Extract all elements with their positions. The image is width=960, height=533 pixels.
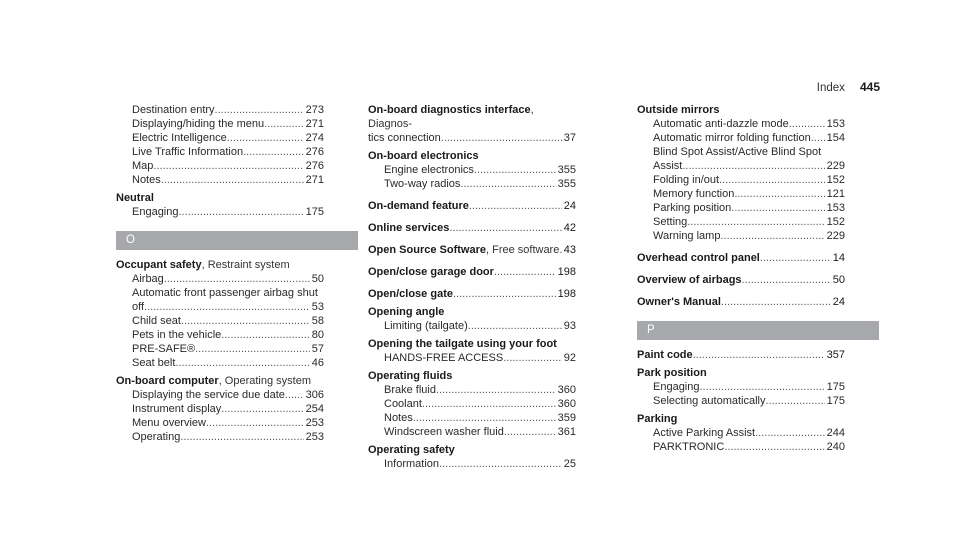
index-subentry (637, 117, 845, 131)
index-subentry (116, 272, 324, 286)
subentry-text: Brake fluid (384, 384, 436, 396)
index-subentry (637, 440, 845, 454)
page-ref: 359 (557, 412, 576, 424)
heading-text: On-board computer (116, 375, 219, 387)
subentry-text: Live Traffic Information (132, 146, 244, 158)
page-ref: 175 (305, 206, 324, 218)
page-ref: 271 (305, 118, 324, 130)
heading-text: On-board diagnostics interface (368, 104, 531, 116)
subentry-text: Seat belt (132, 357, 176, 369)
heading-label (368, 243, 559, 257)
dot-leader (474, 163, 556, 177)
dot-leader (285, 388, 304, 402)
index-heading (116, 191, 324, 205)
index-heading-with-page (637, 295, 845, 309)
index-subentry (637, 201, 845, 215)
subentry-text: Engaging (653, 381, 700, 393)
index-column-3 (637, 103, 845, 454)
heading-text: Open/close gate (368, 288, 453, 300)
subentry-text: Notes (384, 412, 413, 424)
page-ref: 153 (826, 118, 845, 130)
heading-text: On-board electronics (368, 150, 479, 162)
page-ref: 57 (311, 343, 324, 355)
subentry-text: Warning lamp (653, 230, 721, 242)
subentry-text: Automatic mirror folding function (653, 132, 811, 144)
index-subentry (116, 103, 324, 117)
page-ref: 244 (826, 427, 845, 439)
subentry-text: HANDS-FREE ACCESS (384, 352, 504, 364)
dot-leader (693, 348, 825, 362)
subentry-text: Destination entry (132, 104, 215, 116)
subentry-text: Setting (653, 216, 688, 228)
index-heading-with-page (368, 221, 576, 235)
heading-text: Paint code (637, 349, 693, 361)
page-ref: 154 (826, 132, 845, 144)
subentry-text: Active Parking Assist (653, 427, 756, 439)
subentry-text: Child seat (132, 315, 181, 327)
subentry-text: Folding in/out (653, 174, 720, 186)
index-heading (368, 305, 576, 319)
dot-leader (766, 394, 825, 408)
index-subentry (368, 411, 576, 425)
page-ref: 229 (826, 160, 845, 172)
page-ref: 46 (311, 357, 324, 369)
subentry-text: Assist (653, 160, 683, 172)
subentry-text: Memory function (653, 188, 735, 200)
page-ref: 50 (311, 273, 324, 285)
dot-leader (181, 314, 310, 328)
subentry-text: Automatic front passenger airbag shut (132, 287, 318, 299)
dot-leader (503, 351, 562, 365)
subentry-text: Electric Intelligence (132, 132, 227, 144)
heading-text: Owner's Manual (637, 296, 721, 308)
dot-leader (494, 265, 556, 279)
page-ref: 175 (826, 395, 845, 407)
dot-leader (206, 416, 304, 430)
dot-leader (734, 187, 824, 201)
page-ref: 153 (826, 202, 845, 214)
subentry-text: Engaging (132, 206, 179, 218)
subentry-text: Coolant (384, 398, 422, 410)
dot-leader (221, 402, 303, 416)
heading-label (368, 199, 469, 213)
index-subentry (116, 314, 324, 328)
page-ref: 37 (563, 132, 576, 144)
dot-leader (221, 328, 309, 342)
section-letter-bar (637, 321, 879, 340)
subentry-text: Displaying the service due date (132, 389, 285, 401)
index-subentry (368, 131, 576, 145)
index-column-1 (116, 103, 324, 444)
dot-leader (264, 117, 304, 131)
index-subentry-wrap (116, 286, 324, 300)
dot-leader (227, 131, 304, 145)
page-ref: 357 (826, 349, 845, 361)
dot-leader (449, 221, 561, 235)
dot-leader (468, 319, 562, 333)
subentry-text: Map (132, 160, 154, 172)
page-ref: 121 (826, 188, 845, 200)
page-ref: 360 (557, 384, 576, 396)
index-heading (637, 366, 845, 380)
dot-leader (682, 159, 824, 173)
subentry-text: Displaying/hiding the menu (132, 118, 265, 130)
page-header (700, 80, 880, 94)
index-subentry (116, 388, 324, 402)
index-subentry (637, 426, 845, 440)
index-heading (116, 258, 324, 272)
dot-leader (453, 287, 556, 301)
dot-leader (180, 430, 303, 444)
index-heading-with-page (368, 265, 576, 279)
index-subentry (116, 416, 324, 430)
index-subentry (116, 145, 324, 159)
index-subentry (116, 205, 324, 219)
dot-leader (687, 215, 824, 229)
index-subentry (368, 351, 576, 365)
dot-leader (721, 295, 831, 309)
index-heading (637, 103, 845, 117)
dot-leader (469, 199, 562, 213)
page-ref: 271 (305, 174, 324, 186)
heading-label (637, 348, 693, 362)
dot-leader (460, 177, 555, 191)
index-heading-with-page (637, 273, 845, 287)
index-subentry-wrap (637, 145, 845, 159)
index-subentry (368, 397, 576, 411)
subentry-text: Windscreen washer fluid (384, 426, 504, 438)
index-heading (368, 443, 576, 457)
dot-leader (153, 159, 303, 173)
index-subentry (368, 457, 576, 471)
page-ref: 43 (563, 244, 576, 256)
page-ref: 50 (832, 274, 845, 286)
section-letter: O (126, 234, 135, 246)
index-heading (368, 369, 576, 383)
dot-leader (175, 356, 309, 370)
heading-text: On-demand feature (368, 200, 469, 212)
subentry-text: Notes (132, 174, 161, 186)
heading-label (637, 273, 742, 287)
heading-text: Occupant safety (116, 259, 202, 271)
index-subentry (116, 430, 324, 444)
heading-text: Neutral (116, 192, 154, 204)
heading-text: Opening the tailgate using your foot (368, 338, 557, 350)
index-subentry (116, 173, 324, 187)
index-subentry (116, 159, 324, 173)
index-column-2 (368, 103, 576, 471)
page-ref: 24 (832, 296, 845, 308)
dot-leader (243, 145, 304, 159)
index-heading-with-page (637, 251, 845, 265)
index-subentry (116, 117, 324, 131)
heading-text: Online services (368, 222, 450, 234)
dot-leader (164, 272, 310, 286)
subentry-text: Selecting automatically (653, 395, 766, 407)
index-subentry (637, 380, 845, 394)
dot-leader (439, 457, 562, 471)
page-ref: 42 (563, 222, 576, 234)
dot-leader (742, 273, 831, 287)
page-ref: 24 (563, 200, 576, 212)
index-heading-with-page (368, 287, 576, 301)
dot-leader (811, 131, 825, 145)
heading-label (637, 251, 760, 265)
page-ref: 273 (305, 104, 324, 116)
index-subentry (116, 328, 324, 342)
index-subentry (116, 131, 324, 145)
heading-label (637, 295, 721, 309)
dot-leader (789, 117, 825, 131)
subentry-text: Menu overview (132, 417, 206, 429)
page-ref: 274 (305, 132, 324, 144)
index-subentry (637, 215, 845, 229)
dot-leader (195, 342, 310, 356)
index-subentry (368, 383, 576, 397)
heading-text: Overview of airbags (637, 274, 742, 286)
heading-label (368, 221, 449, 235)
subentry-text: off (132, 301, 145, 313)
subentry-text: Parking position (653, 202, 732, 214)
heading-suffix: , Operating system (218, 375, 311, 387)
index-subentry (116, 402, 324, 416)
heading-label (368, 265, 494, 279)
heading-suffix: , Diagnos- (368, 104, 534, 130)
subentry-text: tics connection (368, 132, 441, 144)
subentry-text: Pets in the vehicle (132, 329, 222, 341)
page-ref: 355 (557, 178, 576, 190)
index-subentry (368, 177, 576, 191)
dot-leader (504, 425, 556, 439)
index-subentry (116, 356, 324, 370)
index-subentry (637, 394, 845, 408)
page-ref: 276 (305, 146, 324, 158)
page-ref: 58 (311, 315, 324, 327)
page-ref: 14 (832, 252, 845, 264)
index-subentry (637, 229, 845, 243)
page-ref: 93 (563, 320, 576, 332)
page-number: 445 (859, 80, 880, 94)
dot-leader (700, 380, 825, 394)
section-letter-bar (116, 231, 358, 250)
index-heading-with-page (368, 243, 576, 257)
dot-leader (413, 411, 556, 425)
page-ref: 198 (557, 266, 576, 278)
heading-label (368, 287, 453, 301)
subentry-text: Two-way radios (384, 178, 461, 190)
page-ref: 253 (305, 431, 324, 443)
heading-text: Operating fluids (368, 370, 453, 382)
page-ref: 360 (557, 398, 576, 410)
page-ref: 276 (305, 160, 324, 172)
dot-leader (441, 131, 562, 145)
dot-leader (724, 440, 824, 454)
subentry-text: Blind Spot Assist/Active Blind Spot (653, 146, 822, 158)
subentry-text: PRE-SAFE® (132, 343, 196, 355)
index-subentry (116, 300, 324, 314)
page-ref: 355 (557, 164, 576, 176)
index-subentry (637, 131, 845, 145)
dot-leader (720, 229, 824, 243)
index-heading-with-page (368, 199, 576, 213)
dot-leader (719, 173, 825, 187)
heading-text: Park position (637, 367, 707, 379)
section-letter: P (647, 324, 655, 336)
subentry-text: Limiting (tailgate) (384, 320, 468, 332)
index-subentry (637, 187, 845, 201)
heading-suffix: , Free software (485, 244, 560, 256)
index-heading-with-page (637, 348, 845, 362)
page-ref: 254 (305, 403, 324, 415)
index-heading (368, 103, 576, 131)
page-ref: 229 (826, 230, 845, 242)
index-heading (637, 412, 845, 426)
dot-leader (422, 397, 556, 411)
dot-leader (161, 173, 304, 187)
subentry-text: Instrument display (132, 403, 222, 415)
index-subentry (116, 342, 324, 356)
page-ref: 152 (826, 216, 845, 228)
page-ref: 53 (311, 301, 324, 313)
subentry-text: PARKTRONIC (653, 441, 725, 453)
dot-leader (755, 426, 825, 440)
page-ref: 240 (826, 441, 845, 453)
subentry-text: Automatic anti-dazzle mode (653, 118, 789, 130)
dot-leader (760, 251, 831, 265)
heading-text: Operating safety (368, 444, 455, 456)
index-heading (116, 374, 324, 388)
index-subentry (637, 159, 845, 173)
subentry-text: Operating (132, 431, 181, 443)
heading-text: Overhead control panel (637, 252, 760, 264)
page-ref: 361 (557, 426, 576, 438)
page-ref: 25 (563, 458, 576, 470)
dot-leader (436, 383, 556, 397)
heading-text: Opening angle (368, 306, 445, 318)
page-ref: 80 (311, 329, 324, 341)
heading-suffix: , Restraint system (201, 259, 290, 271)
page-ref: 253 (305, 417, 324, 429)
page-ref: 92 (563, 352, 576, 364)
subentry-text: Engine electronics (384, 164, 474, 176)
index-heading (368, 337, 576, 351)
subentry-text: Information (384, 458, 440, 470)
page-ref: 152 (826, 174, 845, 186)
index-heading (368, 149, 576, 163)
index-title: Index (816, 82, 845, 94)
index-subentry (368, 319, 576, 333)
heading-text: Outside mirrors (637, 104, 720, 116)
index-subentry (368, 163, 576, 177)
dot-leader (179, 205, 304, 219)
page-ref: 306 (305, 389, 324, 401)
heading-text: Open Source Software (368, 244, 486, 256)
subentry-text: Airbag (132, 273, 164, 285)
heading-text: Parking (637, 413, 678, 425)
dot-leader (144, 300, 310, 314)
index-subentry (637, 173, 845, 187)
index-subentry (368, 425, 576, 439)
heading-text: Open/close garage door (368, 266, 494, 278)
dot-leader (215, 103, 304, 117)
dot-leader (731, 201, 824, 215)
page-ref: 198 (557, 288, 576, 300)
page-ref: 175 (826, 381, 845, 393)
